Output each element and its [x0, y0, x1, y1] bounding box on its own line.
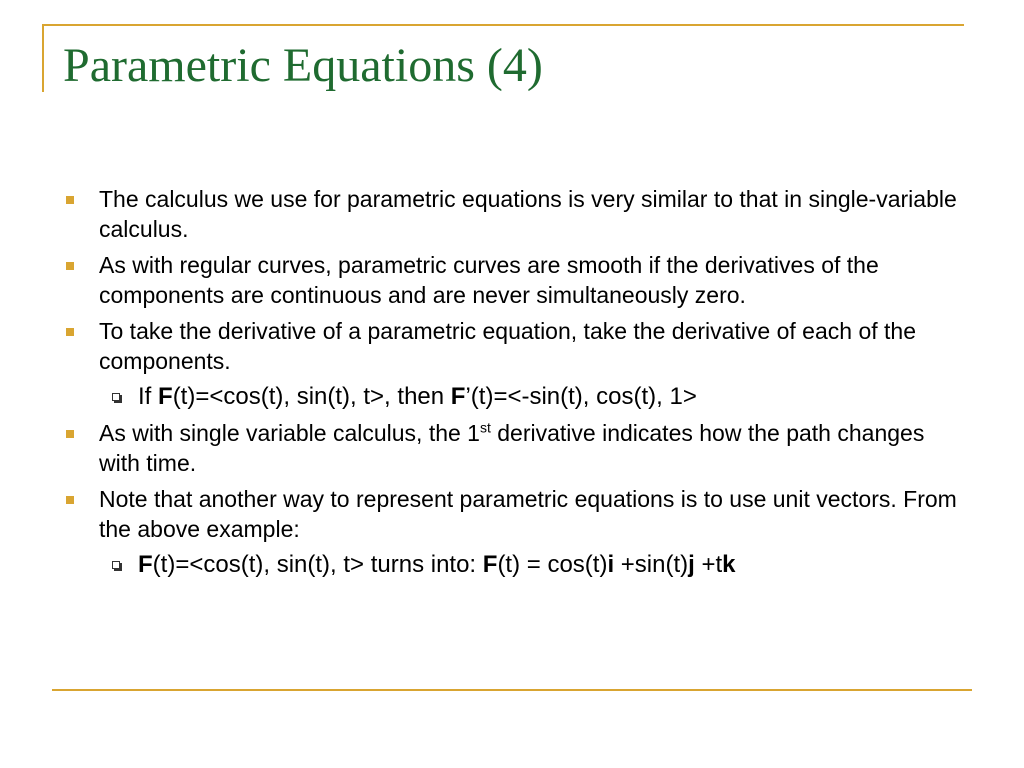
square-bullet-icon [66, 496, 74, 504]
frame-bottom-rule [52, 689, 972, 691]
square-bullet-icon [66, 328, 74, 336]
sub-bullet-item [0, 382, 1024, 412]
slide-title: Parametric Equations (4) [63, 39, 543, 92]
hollow-square-bullet-icon [112, 393, 120, 401]
bullet-text: To take the derivative of a parametric equation, take the derivative of each of the components. [99, 318, 916, 374]
bullet-item [0, 250, 1024, 310]
bullet-text: Note that another way to represent parametric equations is to use unit vectors. From the above example: [99, 486, 957, 542]
square-bullet-icon [66, 196, 74, 204]
bullet-text: The calculus we use for parametric equations is very similar to that in single-variable calculus. [99, 186, 957, 242]
hollow-square-bullet-icon [112, 561, 120, 569]
frame-top-rule [42, 24, 964, 26]
square-bullet-icon [66, 262, 74, 270]
frame-left-rule [42, 24, 44, 92]
bullet-item [0, 484, 1024, 544]
bullet-item [0, 418, 1024, 478]
sub-bullet-text: If F(t)=<cos(t), sin(t), t>, then F’(t)=<-sin(t), cos(t), 1> [138, 383, 697, 410]
square-bullet-icon [66, 430, 74, 438]
bullet-text: As with single variable calculus, the 1st derivative indicates how the path changes with time. [99, 419, 925, 476]
sub-bullet-item [0, 550, 1024, 580]
bullet-item [0, 184, 1024, 244]
slide-body [0, 184, 1024, 586]
bullet-item [0, 316, 1024, 376]
sub-bullet-text: F(t)=<cos(t), sin(t), t> turns into: F(t) = cos(t)i +sin(t)j +tk [138, 551, 736, 578]
bullet-text: As with regular curves, parametric curves are smooth if the derivatives of the components are continuous and are never simultaneously zero. [99, 252, 879, 308]
